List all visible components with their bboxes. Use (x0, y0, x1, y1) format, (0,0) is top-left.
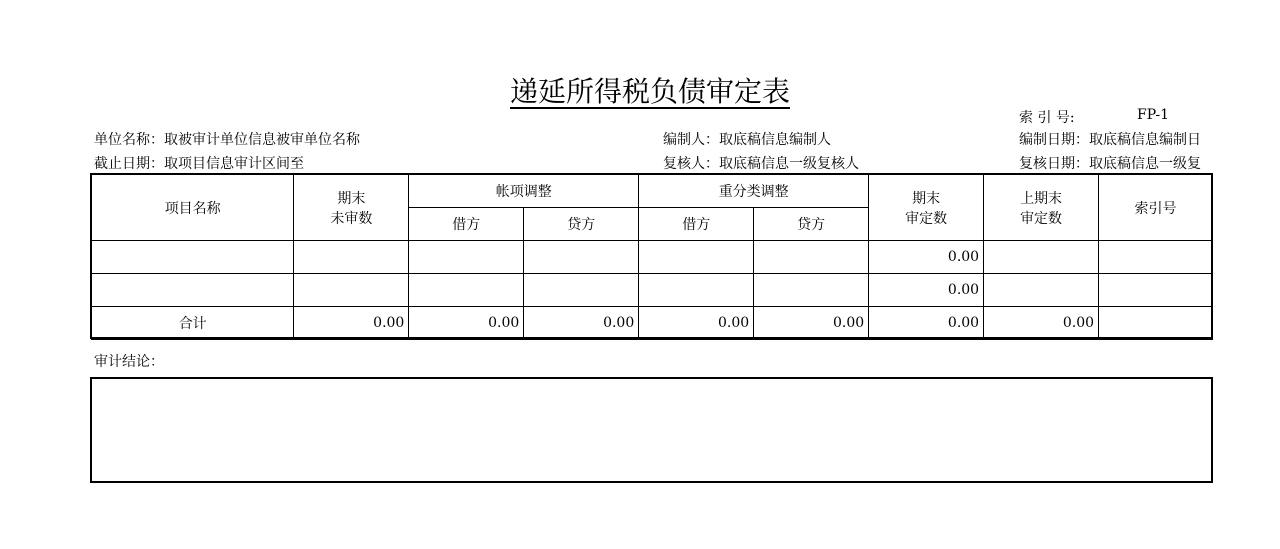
total-prev-audited[interactable]: 0.00 (984, 307, 1099, 340)
cell-index[interactable] (1099, 241, 1213, 274)
cell-reclass-credit[interactable] (754, 274, 869, 307)
total-audited[interactable]: 0.00 (869, 307, 984, 340)
cell-adj-debit[interactable] (409, 241, 524, 274)
prepare-date: 编制日期：取底稿信息编制日 (1019, 132, 1201, 148)
total-adj-debit[interactable]: 0.00 (409, 307, 524, 340)
cell-prev-audited[interactable] (984, 241, 1099, 274)
index-value: FP-1 (1137, 107, 1170, 123)
total-unaudited[interactable]: 0.00 (294, 307, 409, 340)
header-item-name: 项目名称 (92, 175, 294, 241)
total-adj-credit[interactable]: 0.00 (524, 307, 639, 340)
total-reclass-credit[interactable]: 0.00 (754, 307, 869, 340)
total-label: 合计 (92, 307, 294, 340)
total-row (92, 307, 1213, 340)
audit-table (91, 174, 1213, 340)
cell-audited[interactable]: 0.00 (869, 274, 984, 307)
cell-prev-audited[interactable] (984, 274, 1099, 307)
header-end-unaudited-line1: 期末 (337, 190, 366, 207)
header-adj-debit: 借方 (409, 208, 524, 241)
table-row (92, 241, 1213, 274)
cell-audited[interactable]: 0.00 (869, 241, 984, 274)
header-end-audited-line2: 审定数 (905, 210, 948, 227)
cell-reclass-debit[interactable] (639, 274, 754, 307)
reviewer: 复核人：取底稿信息一级复核人 (663, 156, 859, 172)
cell-reclass-credit[interactable] (754, 241, 869, 274)
header-prev-audited (984, 175, 1099, 241)
total-index[interactable] (1099, 307, 1213, 340)
header-reclass-credit: 贷方 (754, 208, 869, 241)
cell-adj-credit[interactable] (524, 274, 639, 307)
cell-adj-credit[interactable] (524, 241, 639, 274)
header-account-adjustment: 帐项调整 (409, 175, 639, 208)
cell-index[interactable] (1099, 274, 1213, 307)
conclusion-label: 审计结论： (94, 354, 164, 370)
cell-unaudited[interactable] (294, 241, 409, 274)
header-reclass-debit: 借方 (639, 208, 754, 241)
table-row (92, 274, 1213, 307)
cell-adj-debit[interactable] (409, 274, 524, 307)
cell-item-name[interactable] (92, 274, 294, 307)
cutoff-date: 截止日期：取项目信息审计区间至 (94, 156, 304, 172)
header-prev-audited-line1: 上期末 (1020, 190, 1063, 207)
header-prev-audited-line2: 审定数 (1020, 210, 1063, 227)
total-reclass-debit[interactable]: 0.00 (639, 307, 754, 340)
header-index-no: 索引号 (1099, 175, 1213, 241)
index-label: 索 引 号: (1019, 110, 1075, 126)
review-date: 复核日期：取底稿信息一级复 (1019, 156, 1201, 172)
cell-unaudited[interactable] (294, 274, 409, 307)
preparer: 编制人：取底稿信息编制人 (663, 132, 831, 148)
header-end-audited (869, 175, 984, 241)
cell-reclass-debit[interactable] (639, 241, 754, 274)
header-adj-credit: 贷方 (524, 208, 639, 241)
cell-item-name[interactable] (92, 241, 294, 274)
unit-name: 单位名称：取被审计单位信息被审单位名称 (94, 132, 360, 148)
header-reclass-adjustment: 重分类调整 (639, 175, 869, 208)
conclusion-box[interactable] (90, 377, 1213, 483)
header-end-unaudited (294, 175, 409, 241)
page-title: 递延所得税负债审定表 (509, 75, 790, 108)
header-end-unaudited-line2: 未审数 (330, 210, 373, 227)
header-end-audited-line1: 期末 (912, 190, 941, 207)
